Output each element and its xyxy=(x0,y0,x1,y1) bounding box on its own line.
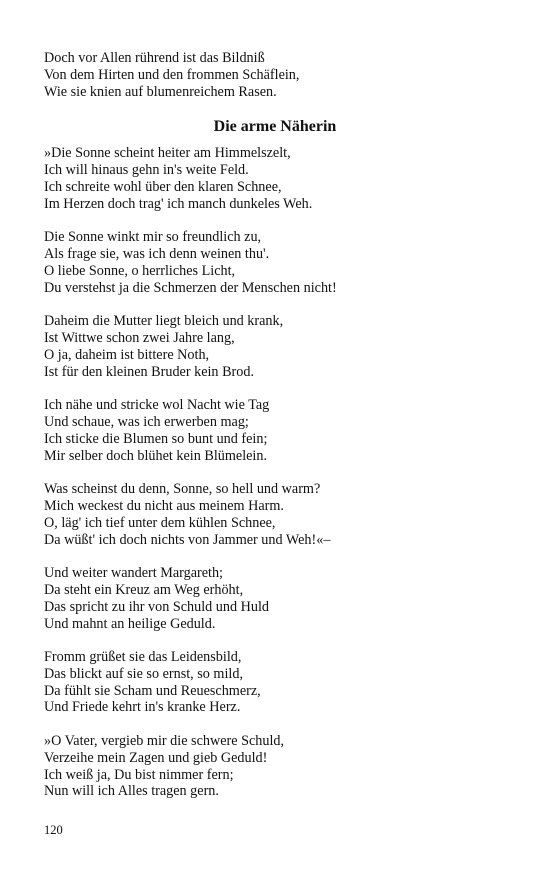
verse-line: O liebe Sonne, o herrliches Licht, xyxy=(44,262,236,279)
stanza-6 xyxy=(44,565,514,632)
stanza-4 xyxy=(44,397,514,464)
verse-line: Ich schreite wohl über den klaren Schnee, xyxy=(44,178,282,195)
verse-line: Ich nähe und stricke wol Nacht wie Tag xyxy=(44,397,270,414)
stanza-3 xyxy=(44,313,514,380)
page-body xyxy=(44,50,514,800)
verse-line: »O Vater, vergieb mir die schwere Schuld, xyxy=(44,733,285,750)
verse-line: »Die Sonne scheint heiter am Himmelszelt, xyxy=(44,145,291,162)
verse-line: Ist Wittwe schon zwei Jahre lang, xyxy=(44,329,235,346)
verse-line: Im Herzen doch trag' ich manch dunkeles Weh. xyxy=(44,195,313,212)
verse-line: Wie sie knien auf blumenreichem Rasen. xyxy=(44,83,277,100)
verse-line: Und schaue, was ich erwerben mag; xyxy=(44,413,249,430)
verse-line: Da steht ein Kreuz am Weg erhöht, xyxy=(44,581,244,598)
verse-line: Ich will hinaus gehn in's weite Feld. xyxy=(44,161,249,178)
stanza-5 xyxy=(44,481,514,548)
verse-line: Das spricht zu ihr von Schuld und Huld xyxy=(44,598,270,615)
verse-line: Ist für den kleinen Bruder kein Brod. xyxy=(44,363,254,380)
verse-line: Und weiter wandert Margareth; xyxy=(44,565,223,582)
verse-line: Ich weiß ja, Du bist nimmer fern; xyxy=(44,766,234,783)
verse-line: Mir selber doch blühet kein Blümelein. xyxy=(44,447,268,464)
stanza-8 xyxy=(44,733,514,800)
verse-line: Was scheinst du denn, Sonne, so hell und warm? xyxy=(44,481,321,498)
verse-line: Ich sticke die Blumen so bunt und fein; xyxy=(44,430,268,447)
page-number: 120 xyxy=(44,823,63,837)
verse-line: Die Sonne winkt mir so freundlich zu, xyxy=(44,229,262,246)
verse-line: Fromm grüßet sie das Leidensbild, xyxy=(44,649,242,666)
verse-line: Von dem Hirten und den frommen Schäflein, xyxy=(44,66,300,83)
stanza-2 xyxy=(44,229,514,296)
verse-line: Als frage sie, was ich denn weinen thu'. xyxy=(44,245,270,262)
verse-line: Und mahnt an heilige Geduld. xyxy=(44,615,216,632)
verse-line: Da wüßt' ich doch nichts von Jammer und Weh!«– xyxy=(44,531,331,548)
stanza-7 xyxy=(44,649,514,716)
verse-line: Das blickt auf sie so ernst, so mild, xyxy=(44,665,243,682)
verse-line: Doch vor Allen rührend ist das Bildniß xyxy=(44,50,265,66)
verse-line: O ja, daheim ist bittere Noth, xyxy=(44,346,210,363)
poem-title: Die arme Näherin xyxy=(213,118,337,136)
verse-line: O, läg' ich tief unter dem kühlen Schnee, xyxy=(44,514,276,531)
verse-line: Daheim die Mutter liegt bleich und krank, xyxy=(44,313,284,330)
verse-line: Verzeihe mein Zagen und gieb Geduld! xyxy=(44,749,268,766)
verse-line: Da fühlt sie Scham und Reueschmerz, xyxy=(44,682,261,699)
verse-line: Mich weckest du nicht aus meinem Harm. xyxy=(44,497,284,514)
verse-line: Und Friede kehrt in's kranke Herz. xyxy=(44,699,241,716)
intro-stanza xyxy=(44,50,514,100)
verse-line: Nun will ich Alles tragen gern. xyxy=(44,783,219,800)
stanza-1 xyxy=(44,145,514,212)
verse-line: Du verstehst ja die Schmerzen der Menschen nicht! xyxy=(44,279,337,296)
